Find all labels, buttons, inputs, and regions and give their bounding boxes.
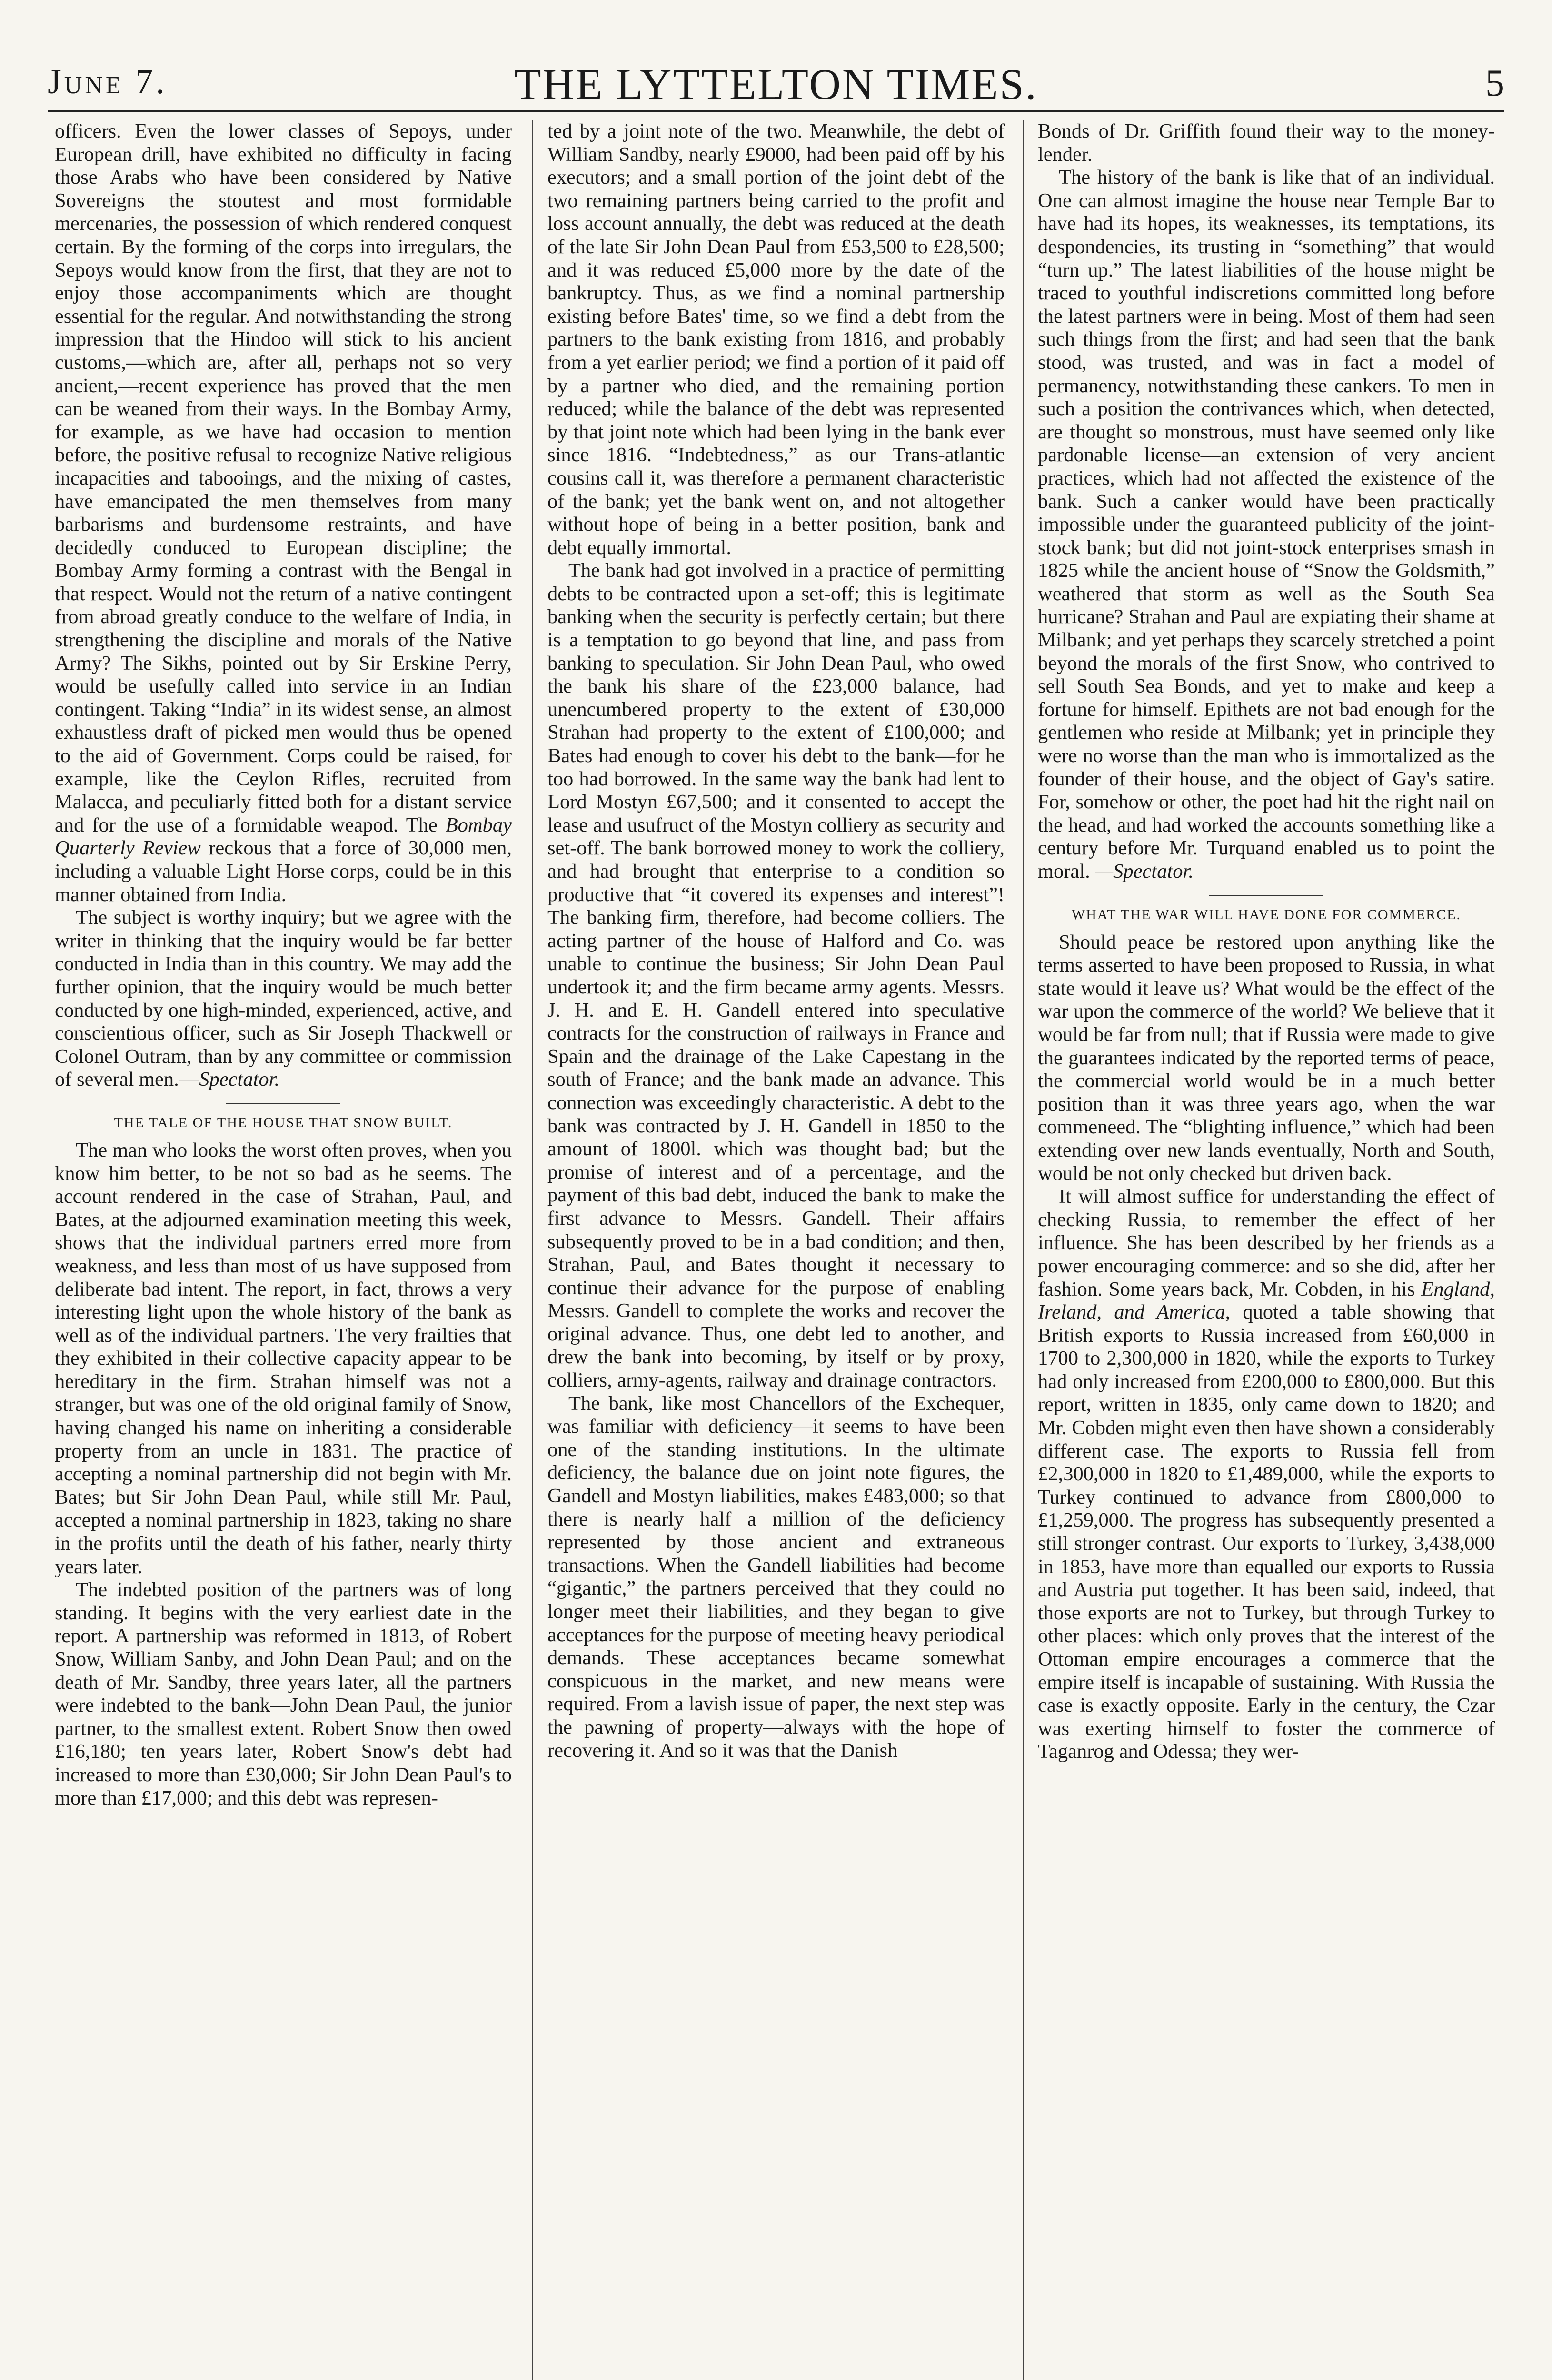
masthead-rule	[48, 110, 1504, 112]
paragraph-text: quoted a table showing that British exports to Russia increased from £60,000 in 1700 to 2,300,000 in 1820, while the exports to Turkey had only increased from £200,000 to £800,000. But this report, written in 1835, only came down to 1820; and Mr. Cobden might even then have shown a considerably different case. The exports to Russia fell from £2,300,000 in 1820 to £1,489,000, while the exports to Turkey continued to advance from £800,000 to £1,259,000. The progress has subsequently presented a still stronger contrast. Our exports to Turkey, 3,438,000 in 1853, have more than equalled our exports to Russia and Austria put together. It has been said, indeed, that those exports are not to Turkey, but through Turkey to other places: which only proves that the interest of the Ottoman empire encourages a commerce that the empire itself is incapable of sustaining. With Russia the case is exactly opposite. Early in the century, the Czar was exerting himself to foster the commerce of Taganrog and Odessa; they wer-	[1038, 1301, 1495, 1763]
article-headline: THE TALE OF THE HOUSE THAT SNOW BUILT.	[114, 1114, 453, 1130]
article-paragraph	[1038, 166, 1495, 883]
source-credit: —Spectator.	[1095, 860, 1194, 883]
section-rule	[226, 1103, 340, 1104]
article-paragraph: The bank, like most Chancellors of the Exchequer, was familiar with deficiency—it seems to have been one of the standing institutions. In the ultimate deficiency, the balance due on joint note figures, the Gandell and Mostyn liabilities, makes £483,000; so that there is nearly half a million of the deficiency represented by those ancient and extraneous transactions. When the Gandell liabilities had become “gigantic,” the partners perceived that they could no longer meet their liabilities, and they began to give acceptances for the purpose of meeting heavy periodical demands. These acceptances became somewhat conspicuous in the market, and new means were required. From a lavish issue of paper, the next step was the pawning of property—always with the hope of recovering it. And so it was that the Danish	[547, 1392, 1005, 1762]
paragraph-text: reckous that a force of 30,000 men, including a valuable Light Horse corps, could be in this manner obtained from India.	[55, 837, 512, 906]
page-number: 5	[1485, 62, 1504, 104]
paragraph-text: officers. Even the lower classes of Sepoys, under European drill, have exhibited no difficulty in facing those Arabs who have been considered by Native Sovereigns the stoutest and most formidable mercenaries, the possession of which rendered conquest certain. By the forming of the corps into irregulars, the Sepoys would know from the first, that they are not to enjoy those accompaniments which are thought essential for the regular. And notwithstanding the strong impression that the Hindoo will stick to his ancient customs,—which are, after all, perhaps not so very ancient,—recent experience has proved that the men can be weaned from their ways. In the Bombay Army, for example, as we have had occasion to mention before, the positive refusal to recognize Native religious incapacities and tabooings, and the mixing of castes, have emancipated the men themselves from many barbarisms and burdensome restraints, and have decidedly conduced to European discipline; the Bombay Army forming a contrast with the Bengal in that respect. Would not the return of a native contingent from abroad greatly conduce to the welfare of India, in strengthening the discipline and morals of the Native Army? The Sikhs, pointed out by Sir Erskine Perry, would be usefully called into service in an Indian contingent. Taking “India” in its widest sense, an almost exhaustless draft of picked men would thus be opened to the aid of Government. Corps could be raised, for example, like the Ceylon Rifles, recruited from Malacca, and peculiarly fitted both for a distant service and for the use of a formidable weapod. The	[55, 120, 512, 836]
article-paragraph: The man who looks the worst often proves, when you know him better, to be not so bad as he seems. The account rendered in the case of Strahan, Paul, and Bates, at the adjourned examination meeting this week, shows that the individual partners erred more from weakness, and less than most of us have supposed from deliberate bad intent. The report, in fact, throws a very interesting light upon the whole history of the bank as well as of the individual partners. The very frailties that they exhibited in their collective capacity appear to be hereditary in the firm. Strahan himself was not a stranger, but was one of the old original family of Snow, having changed his name on inheriting a considerable property from an uncle in 1831. The practice of accepting a nominal partnership did not begin with Mr. Bates; but Sir John Dean Paul, while still Mr. Paul, accepted a nominal partnership in 1823, taking no share in the profits until the death of his father, nearly thirty years later.	[55, 1139, 512, 1578]
column-separator	[1023, 120, 1024, 2380]
section-rule	[1209, 895, 1323, 896]
publication-title: England, Ireland, and America,	[1038, 1278, 1495, 1324]
article-paragraph: Should peace be restored upon anything like the terms asserted to have been proposed to Russia, in what state would it leave us? What would be the effect of the war upon the commerce of the world? We believe that it would be far from null; that if Russia were made to give the guarantees indicated by the reported terms of peace, the commercial world would be in a much better position than it was three years ago, when the war commeneed. The “blighting influence,” which had been extending over new lands eventually, North and South, would be not only checked but driven back.	[1038, 931, 1495, 1185]
article-paragraph	[1038, 1185, 1495, 1764]
column-2	[547, 120, 1005, 2380]
article-paragraph: ted by a joint note of the two. Meanwhile, the debt of William Sandby, nearly £9000, had been paid off by his executors; and a small portion of the joint debt of the two remaining partners being carried to the profit and loss account annually, the debt was reduced at the death of the late Sir John Dean Paul from £53,500 to £28,500; and it was reduced £5,000 more by the date of the bankruptcy. Thus, as we find a nominal partnership existing before Bates' time, so we find a debt from the partners to the bank existing from 1816, and probably from a yet earlier period; we find a portion of it paid off by a partner who died, and the remaining portion reduced; while the balance of the debt was represented by that joint note which had been lying in the bank ever since 1816. “Indebtedness,” as our Trans-atlantic cousins call it, was therefore a permanent characteristic of the bank; yet the bank went on, and not altogether without hope of being in a better position, bank and debt equally immortal.	[547, 120, 1005, 559]
source-credit: Spectator.	[199, 1068, 280, 1091]
article-paragraph: The indebted position of the partners was of long standing. It begins with the very earliest date in the report. A partnership was reformed in 1813, of Robert Snow, William Sanby, and John Dean Paul; and on the death of Mr. Sandby, three years later, all the partners were indebted to the bank—John Dean Paul, the junior partner, to the smallest extent. Robert Snow then owed £16,180; ten years later, Robert Snow's debt had increased to more than £30,000; Sir John Dean Paul's to more than £17,000; and this debt was represen-	[55, 1578, 512, 1809]
paragraph-text: The subject is worthy inquiry; but we agree with the writer in thinking that the inquiry would be far better conducted in India than in this country. We may add the further opinion, that the inquiry would be much better conducted by one high-minded, experienced, active, and conscientious officer, such as Sir Joseph Thackwell or Colonel Outram, than by any committee or commission of several men.—	[55, 906, 512, 1091]
article-headline: WHAT THE WAR WILL HAVE DONE FOR COMMERCE.	[1071, 906, 1462, 922]
paragraph-text: The history of the bank is like that of an individual. One can almost imagine the house near Temple Bar to have had its hopes, its weaknesses, its temptations, its despondencies, its trusting in “something” that would “turn up.” The latest liabilities of the house might be traced to youthful indiscretions committed long before the latest partners were in being. Most of them had seen such things from the first; and had seen that the bank stood, was trusted, and was in fact a model of permanency, notwithstanding these cankers. To men in such a position the contrivances which, when detected, are thought so monstrous, must have seemed only like pardonable license—an extension of very ancient practices, which had not affected the existence of the bank. Such a canker would have been practically impossible under the guaranteed publicity of the joint-stock bank; but did not joint-stock enterprises smash in 1825 while the ancient house of “Snow the Goldsmith,” weathered that storm as well as the South Sea hurricane? Strahan and Paul are expiating their shame at Milbank; and yet perhaps they scarcely stretched a point beyond the morals of the first Snow, who contrived to sell South Sea Bonds, and yet to make and keep a fortune for himself. Epithets are not bad enough for the gentlemen who reside at Milbank; yet in principle they were no worse than the man who is immortalized as the founder of their house, and the object of Gay's satire. For, somehow or other, the poet had hit the right nail on the head, and had worked the accounts something like a century before Mr. Turquand enabled us to point the moral.	[1038, 166, 1495, 883]
article-paragraph	[55, 906, 512, 1091]
column-3	[1038, 120, 1495, 2380]
issue-date: June 7.	[48, 62, 168, 101]
newspaper-title: THE LYTTELTON TIMES.	[514, 60, 1038, 109]
article-paragraph	[55, 120, 512, 906]
paragraph-text: It will almost suffice for understanding the effect of checking Russia, to remember the effect of her influence. She has been described by her friends as a power encouraging commerce: and so she did, after her fashion. Some years back, Mr. Cobden, in his	[1038, 1185, 1495, 1300]
column-1	[55, 120, 512, 2380]
masthead	[48, 62, 1504, 114]
article-paragraph: The bank had got involved in a practice of permitting debts to be contracted upon a set-off; this is legitimate banking when the security is perfectly certain; but there is a temptation to go beyond that line, and pass from banking to speculation. Sir John Dean Paul, who owed the bank his share of the £23,000 balance, had unencumbered property to the extent of £30,000 Strahan had property to the extent of £100,000; and Bates had enough to cover his debt to the bank—for he too had borrowed. In the same way the bank had lent to Lord Mostyn £67,500; and it consented to accept the lease and usufruct of the Mostyn colliery as security and set-off. The bank borrowed money to work the colliery, and had brought that enterprise to a condition so productive that “it covered its expenses and interest”! The banking firm, therefore, had become colliers. The acting partner of the house of Halford and Co. was unable to continue the business; Sir John Dean Paul undertook it; and the firm became army agents. Messrs. J. H. and E. H. Gandell entered into speculative contracts for the construction of railways in France and Spain and the drainage of the Lake Capestang in the south of France; and the bank made an advance. This connection was exceedingly characteristic. A debt to the bank was contracted by J. H. Gandell in 1850 to the amount of 1800l. which was thought bad; but the promise of interest and of a percentage, and the payment of this bad debt, induced the bank to make the first advance to Messrs. Gandell. Their affairs subsequently proved to be in a bad condition; and then, Strahan, Paul, and Bates thought it necessary to continue their advance for the purpose of enabling Messrs. Gandell to complete the works and recover the original advance. Thus, one debt led to another, and drew the bank into becoming, by itself or by proxy, colliers, army-agents, railway and drainage contractors.	[547, 559, 1005, 1392]
column-separator	[532, 120, 533, 2380]
article-paragraph: Bonds of Dr. Griffith found their way to the money-lender.	[1038, 120, 1495, 166]
publication-title: Bombay Quarterly Review	[55, 813, 512, 860]
